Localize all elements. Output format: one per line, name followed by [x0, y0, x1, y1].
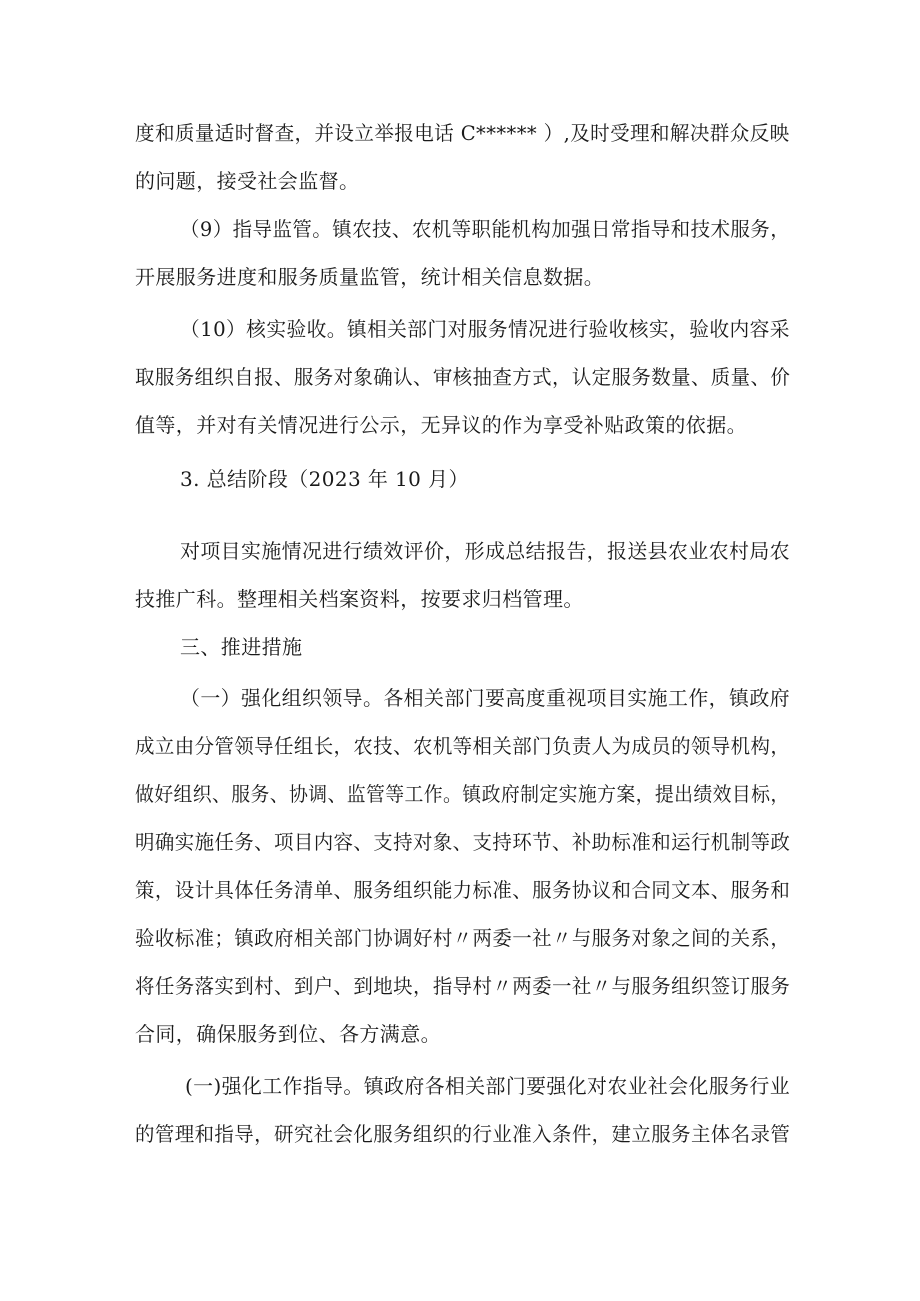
paragraph-line: 对项目实施情况进行绩效评价，形成总结报告，报送县农业农村局农 — [180, 539, 790, 563]
paragraph-line: 将任务落实到村、到户、到地块，指导村〃两委一社〃与服务组织签订服务 — [135, 974, 791, 998]
paragraph-line: 明确实施任务、项目内容、支持对象、支持环节、补助标准和运行机制等政 — [135, 830, 791, 854]
paragraph-line: 度和质量适时督查，并设立举报电话 C****** ）,及时受理和解决群众反映 — [135, 121, 790, 145]
paragraph-line: （一）强化组织领导。各相关部门要高度重视项目实施工作，镇政府 — [180, 686, 790, 710]
paragraph-line: 的问题，接受社会监督。 — [135, 169, 360, 193]
paragraph-line: 成立由分管领导任组长，农技、农机等相关部门负责人为成员的领导机构， — [135, 734, 791, 758]
paragraph-line: 验收标准；镇政府相关部门协调好村〃两委一社〃与服务对象之间的关系， — [135, 926, 791, 950]
paragraph-line: 做好组织、服务、协调、监管等工作。镇政府制定实施方案，提出绩效目标， — [135, 782, 790, 806]
paragraph-line: 的管理和指导，研究社会化服务组织的行业准入条件，建立服务主体名录管 — [135, 1122, 791, 1146]
paragraph-line: 策，设计具体任务清单、服务组织能力标准、服务协议和合同文本、服务和 — [135, 878, 791, 902]
paragraph-line: (一)强化工作指导。镇政府各相关部门要强化对农业社会化服务行业 — [185, 1074, 791, 1098]
paragraph-line: 合同，确保服务到位、各方满意。 — [135, 1022, 441, 1046]
paragraph-line: 技推广科。整理相关档案资料，按要求归档管理。 — [135, 587, 584, 611]
paragraph-line: （9）指导监管。镇农技、农机等职能机构加强日常指导和技术服务， — [180, 217, 791, 241]
paragraph-line: （10）核实验收。镇相关部门对服务情况进行验收核实，验收内容采 — [180, 317, 790, 341]
section-heading: 三、推进措施 — [180, 635, 303, 659]
paragraph-line: 值等，并对有关情况进行公示，无异议的作为享受补贴政策的依据。 — [135, 413, 747, 437]
paragraph-line: 开展服务进度和服务质量监管，统计相关信息数据。 — [135, 265, 605, 289]
section-heading: 3. 总结阶段（2023 年 10 月） — [180, 467, 469, 491]
paragraph-line: 取服务组织自报、服务对象确认、审核抽查方式，认定服务数量、质量、价 — [135, 365, 791, 389]
